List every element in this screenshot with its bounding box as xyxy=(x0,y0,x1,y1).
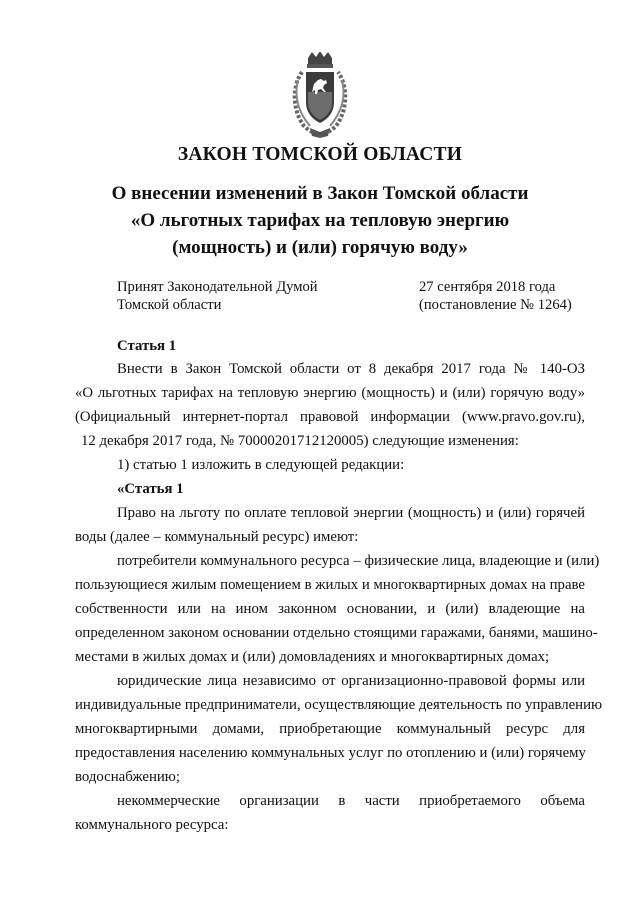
text-line: юридические лица независимо от организационно-правовой формы или xyxy=(117,673,585,689)
text-line: потребители коммунального ресурса – физические лица, владеющие и (или) xyxy=(117,553,600,569)
resolution-number: (постановление № 1264) xyxy=(419,297,572,313)
subtitle-line: «О льготных тарифах на тепловую энергию xyxy=(130,210,510,231)
text-line: местами в жилых домах и (или) домовладениях и многоквартирных домах; xyxy=(75,649,550,665)
text-line: собственности или на ином законном основании, и (или) владеющие на xyxy=(75,601,585,617)
article-heading: Статья 1 xyxy=(117,338,177,354)
text-line: определенном законом основании отдельно стоящими гаражами, банями, машино- xyxy=(75,625,598,641)
text-line: многоквартирными домами, приобретающие коммунальный ресурс для xyxy=(75,721,585,737)
text-line: 12 декабря 2017 года, № 70000201712120005) следующие изменения: xyxy=(81,433,519,449)
text-line: Право на льготу по оплате тепловой энергии (мощность) и (или) горячей xyxy=(117,505,585,521)
text-line: предоставления населению коммунальных услуг по отоплению и (или) горячему xyxy=(75,745,586,761)
subtitle-line: (мощность) и (или) горячую воду» xyxy=(172,237,468,258)
text-line: водоснабжению; xyxy=(75,769,180,785)
text-line: Внести в Закон Томской области от 8 декабря 2017 года № 140-ОЗ xyxy=(117,361,585,377)
adopted-by xyxy=(117,278,318,314)
adopted-by-line: Томской области xyxy=(117,297,222,313)
law-title: ЗАКОН ТОМСКОЙ ОБЛАСТИ xyxy=(177,144,463,165)
text-line: (Официальный интернет-портал правовой информации (www.pravo.gov.ru), xyxy=(75,409,585,425)
text-line: пользующиеся жилым помещением в жилых и многоквартирных домах на праве xyxy=(75,577,585,593)
adoption-date-line: 27 сентября 2018 года xyxy=(419,279,556,295)
adoption-date xyxy=(419,278,572,314)
text-line: некоммерческие организации в части приобретаемого объема xyxy=(117,793,585,809)
text-line: «О льготных тарифах на тепловую энергию (мощность) и (или) горячую воду» xyxy=(75,385,585,401)
adopted-by-line: Принят Законодательной Думой xyxy=(117,279,318,295)
text-line: коммунального ресурса: xyxy=(75,817,229,833)
quoted-article-heading: «Статья 1 xyxy=(117,481,184,497)
coat-of-arms-icon xyxy=(288,52,352,140)
text-line: воды (далее – коммунальный ресурс) имеют: xyxy=(75,529,359,545)
text-line: 1) статью 1 изложить в следующей редакции: xyxy=(117,457,405,473)
text-line: индивидуальные предприниматели, осуществляющие деятельность по управлению xyxy=(75,697,603,713)
law-subtitle xyxy=(60,180,580,261)
subtitle-line: О внесении изменений в Закон Томской области xyxy=(111,183,529,204)
